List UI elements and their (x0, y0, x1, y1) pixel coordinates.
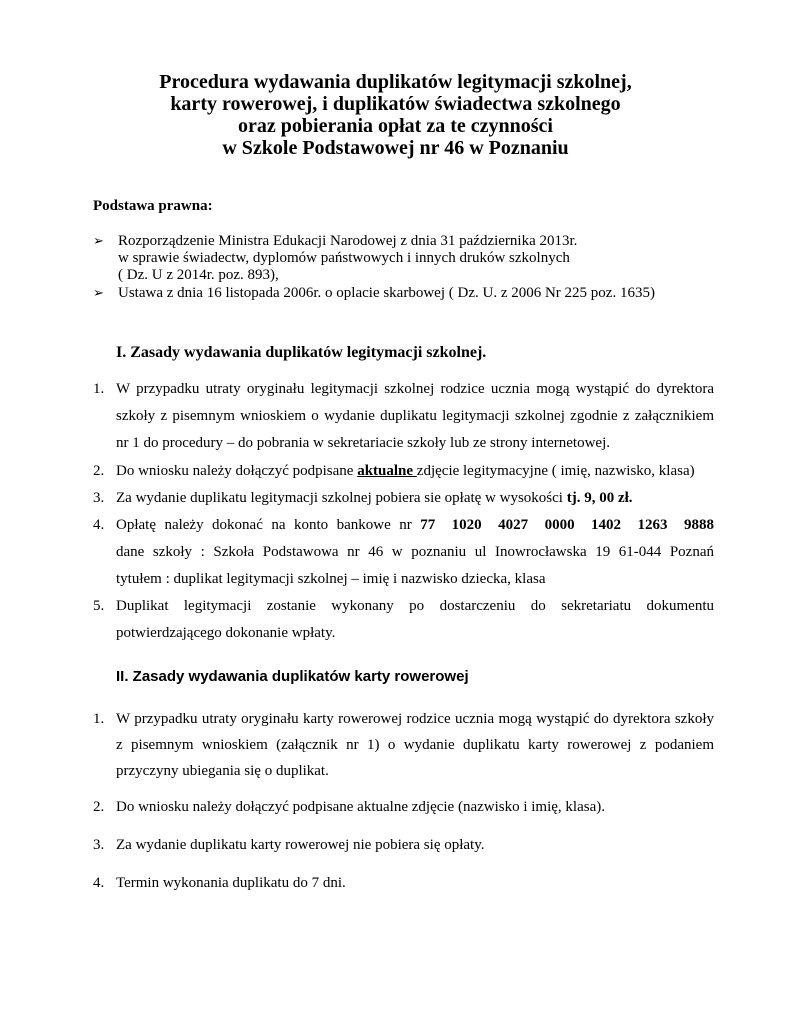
document-title-line-2: karty rowerowej, i duplikatów świadectwa szkolnego (170, 93, 621, 115)
s1-item-4-line-1 (116, 516, 714, 534)
bullet-arrow-icon: ➢ (93, 234, 104, 249)
s2-item-2-number: 2. (93, 799, 105, 815)
s1-item-1-number: 1. (93, 381, 105, 397)
s1-item-5-line-2: potwierdzającego dokonanie wpłaty. (116, 625, 336, 641)
s1-item-1-line-2: szkoły z pisemnym wnioskiem o wydanie duplikatu legitymacji szkolnej zgodnie z załącznikiem (116, 408, 714, 424)
s1-item-4-number: 4. (93, 517, 105, 533)
s1-item-2-number: 2. (93, 463, 105, 479)
s1-item-1-line-3: nr 1 do procedury – do pobrania w sekretariacie szkoły lub ze strony internetowej. (116, 435, 611, 451)
s1-item-3-amount: tj. 9, 00 zł. (566, 490, 633, 506)
s2-item-4-text: Termin wykonania duplikatu do 7 dni. (116, 875, 346, 891)
legal-basis-item-1-line-3: ( Dz. U z 2014r. poz. 893), (118, 267, 279, 283)
s2-item-4-number: 4. (93, 875, 105, 891)
s1-item-4-line-1-text: Opłatę należy dokonać na konto bankowe nr (116, 517, 421, 533)
document-title-line-4: w Szkole Podstawowej nr 46 w Poznaniu (222, 137, 569, 159)
s1-item-5-number: 5. (93, 598, 105, 614)
legal-basis-item-2: Ustawa z dnia 16 listopada 2006r. o oplacie skarbowej ( Dz. U. z 2006 Nr 225 poz. 1635) (118, 285, 655, 301)
s1-item-5-line-1: Duplikat legitymacji zostanie wykonany po dostarczeniu do sekretariatu dokumentu (116, 598, 714, 614)
bullet-arrow-icon: ➢ (93, 286, 104, 301)
s1-item-4-account-number: 77 1020 4027 0000 1402 1263 9888 (420, 517, 714, 533)
legal-basis-item-1-line-1: Rozporządzenie Ministra Edukacji Narodowej z dnia 31 października 2013r. (118, 233, 578, 249)
s1-item-4-line-3: tytułem : duplikat legitymacji szkolnej – imię i nazwisko dziecka, klasa (116, 571, 546, 587)
s2-item-3-text: Za wydanie duplikatu karty rowerowej nie pobiera się opłaty. (116, 837, 485, 853)
s1-item-3-number: 3. (93, 490, 105, 506)
s2-item-1-line-1: W przypadku utraty oryginału karty rowerowej rodzice ucznia mogą wystąpić do dyrektora szkoły (116, 711, 714, 727)
s1-item-3-text (116, 489, 633, 507)
s1-item-3-body: Za wydanie duplikatu legitymacji szkolnej pobiera sie opłatę w wysokości (116, 490, 567, 506)
s2-item-1-line-2: z pisemnym wnioskiem (załącznik nr 1) o wydanie duplikatu karty rowerowej z podaniem (116, 737, 714, 753)
section-1-heading: I. Zasady wydawania duplikatów legitymacji szkolnej. (116, 344, 487, 361)
document-title-line-3: oraz pobierania opłat za te czynności (238, 115, 553, 137)
s2-item-1-number: 1. (93, 711, 105, 727)
s1-item-2-before: Do wniosku należy dołączyć podpisane (116, 463, 358, 479)
s2-item-1-line-3: przyczyny ubiegania się o duplikat. (116, 763, 329, 779)
s1-item-1-line-1: W przypadku utraty oryginału legitymacji szkolnej rodzice ucznia mogą wystąpić do dyrektora (116, 381, 714, 397)
section-2-heading: II. Zasady wydawania duplikatów karty rowerowej (116, 668, 469, 685)
legal-basis-heading: Podstawa prawna: (93, 198, 213, 214)
s2-item-2-text: Do wniosku należy dołączyć podpisane aktualne zdjęcie (nazwisko i imię, klasa). (116, 799, 605, 815)
document-title-line-1: Procedura wydawania duplikatów legitymacji szkolnej, (159, 71, 632, 93)
s1-item-2-emphasis: aktualne (357, 463, 417, 479)
s1-item-4-line-2: dane szkoły : Szkoła Podstawowa nr 46 w poznaniu ul Inowrocławska 19 61-044 Poznań (116, 544, 714, 560)
s2-item-3-number: 3. (93, 837, 105, 853)
s1-item-2-text (116, 462, 695, 480)
s1-item-2-after: zdjęcie legitymacyjne ( imię, nazwisko, klasa) (416, 463, 695, 479)
legal-basis-item-1-line-2: w sprawie świadectw, dyplomów państwowych i innych druków szkolnych (118, 250, 570, 266)
